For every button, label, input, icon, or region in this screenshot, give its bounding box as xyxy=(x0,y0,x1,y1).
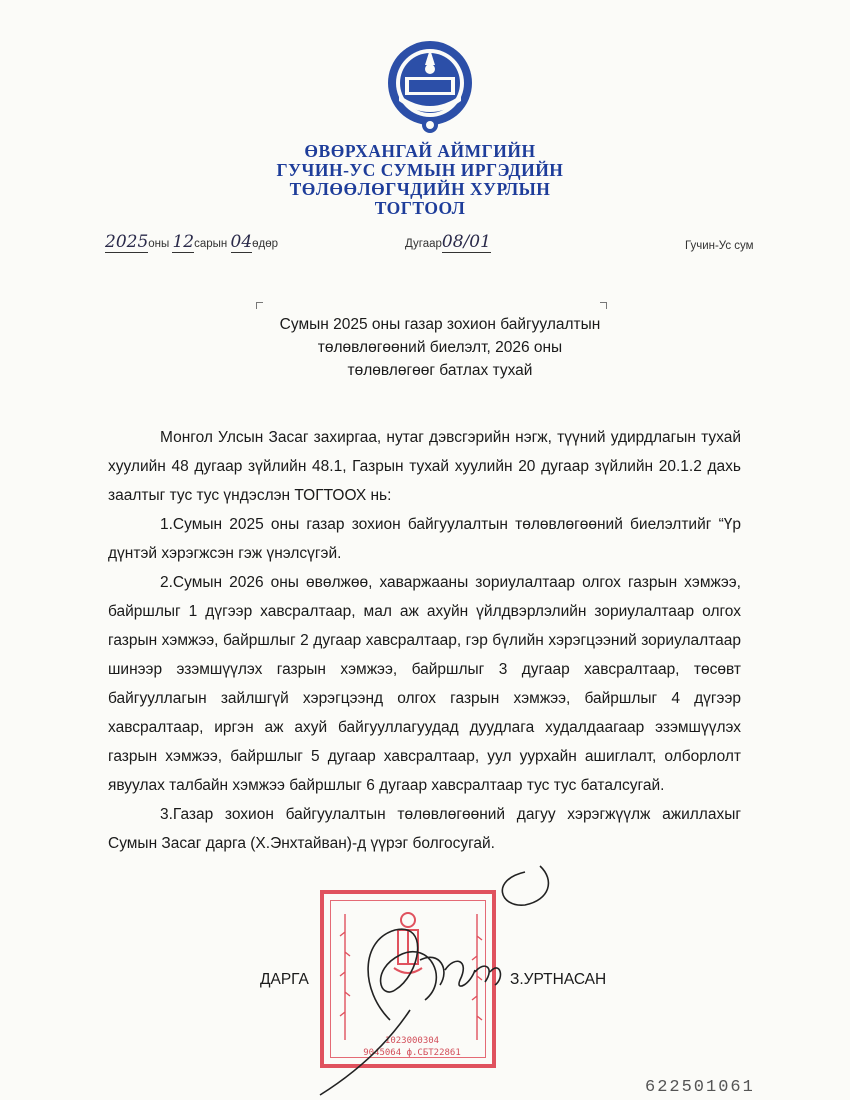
document-number xyxy=(405,232,491,252)
document-place: Гучин-Ус сум xyxy=(685,240,754,252)
corner-mark xyxy=(256,302,263,309)
title-line: төлөвлөгөөний биелэлт, 2026 оны xyxy=(317,339,563,356)
stamp-register-number: 1023000304 xyxy=(384,1036,440,1046)
clause-1: 1.Сумын 2025 оны газар зохион байгуулалтын төлөвлөгөөний биелэлтийг “Үр дүнтэй хэрэгжсэн гэж үнэлсүгэй. xyxy=(108,516,741,562)
title-line: төлөвлөгөөг батлах тухай xyxy=(347,362,533,379)
date-day-label: өдөр xyxy=(252,238,279,250)
clause-2: 2.Сумын 2026 оны өвөлжөө, хаваржааны зориулалтаар олгох газрын хэмжээ, байршлыг 1 дүгээр хавсралтаар, мал аж ахуйн үйлдвэрлэлийн зориулалтаар олгох газрын хэмжээ, байршлыг 2 дугаар хавсралтаар, гэр бүлийн хэрэгцээний зориулалтаар шинээр эзэмшүүлэх газрын хэмжээ, байршлыг 3 дугаар хавсралтаар, төсөвт байгууллагын зайлшгүй хэрэгцээнд олгох газрын хэмжээ, байршлыг 4 дүгээр хавсралтаар, иргэн аж ахуй байгууллагуудад дуудлага худалдаагаар эзэмшүүлэх газрын хэмжээ, байршлыг 5 дугаар хавсралтаар, уул уурхайн ашиглалт, олборлолт явуулах талбайн хэмжээ байршлыг 6 дугаар хавсралтаар тус тус баталсугай. xyxy=(108,574,741,794)
corner-mark xyxy=(600,302,607,309)
document-body xyxy=(108,423,741,858)
title-line: Сумын 2025 оны газар зохион байгуулалтын xyxy=(279,316,601,333)
date-year-label: оны xyxy=(148,238,170,250)
document-title xyxy=(230,313,650,382)
signatory-name: З.УРТНАСАН xyxy=(510,971,607,988)
state-emblem-icon xyxy=(385,37,475,135)
number-value: 08/01 xyxy=(441,232,491,252)
number-label: Дугаар xyxy=(405,238,442,250)
header-line: ӨВӨРХАНГАЙ АЙМГИЙН xyxy=(304,141,536,161)
document-date xyxy=(105,232,278,252)
date-year: 2025 xyxy=(105,232,149,252)
preamble-paragraph: Монгол Улсын Засаг захиргаа, нутаг дэвсгэрийн нэгж, түүний удирдлагын тухай хуулийн 48 дугаар зүйлийн 48.1, Газрын тухай хуулийн 20 дугаар зүйлийн 20.1.2 дахь заалтыг тус тус үндэслэн ТОГТООХ нь: xyxy=(108,429,741,504)
date-month: 12 xyxy=(172,232,195,252)
document-header xyxy=(260,142,580,218)
handwritten-signature xyxy=(300,860,560,1100)
date-day: 04 xyxy=(230,232,253,252)
clause-3: 3.Газар зохион байгуулалтын төлөвлөгөөний дагуу хэрэгжүүлж ажиллахыг Сумын Засаг дарга (Х.Энхтайван)-д үүрэг болгосугай. xyxy=(108,806,741,852)
header-line: ТӨЛӨӨЛӨГЧДИЙН ХУРЛЫН xyxy=(289,179,551,199)
signatory-title: ДАРГА xyxy=(260,971,309,988)
header-line: ГУЧИН-УС СУМЫН ИРГЭДИЙН xyxy=(276,160,564,180)
stamp-tax-number: 9045064 ф.СБТ22861 xyxy=(363,1048,461,1058)
header-line: ТОГТООЛ xyxy=(374,198,466,218)
serial-number: 622501061 xyxy=(645,1078,755,1097)
date-month-label: сарын xyxy=(194,238,228,250)
